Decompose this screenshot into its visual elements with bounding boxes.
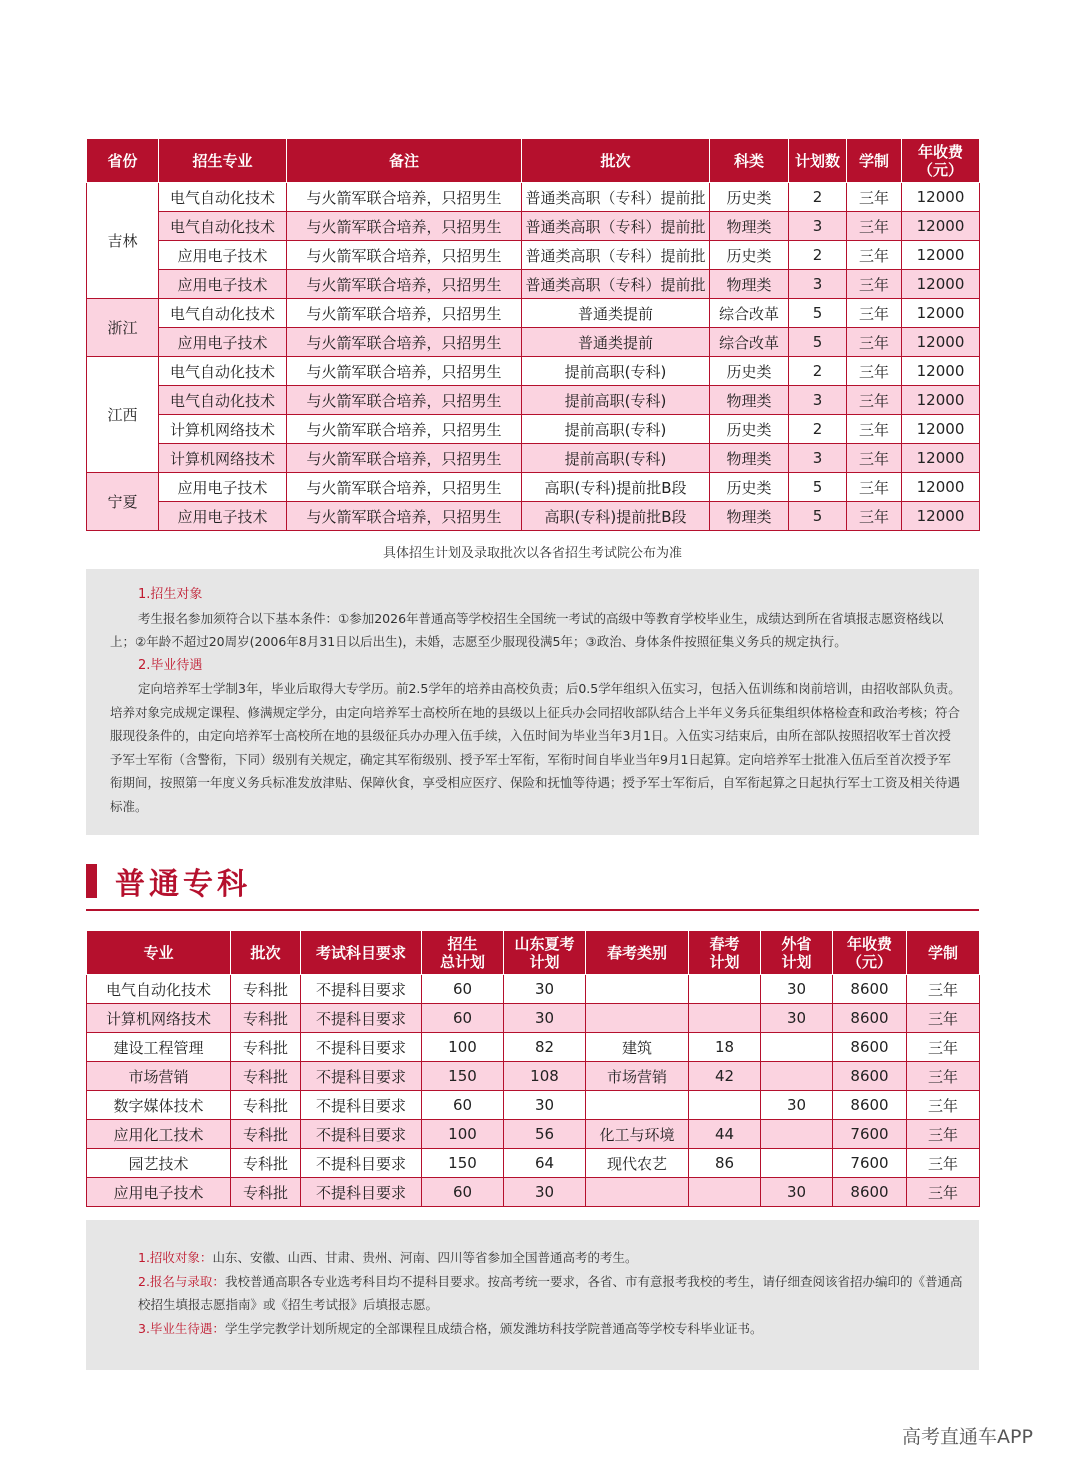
table-cell: 30	[504, 975, 586, 1004]
table-cell: 专科批	[231, 1120, 301, 1149]
table-cell: 三年	[847, 502, 902, 531]
table-cell: 12000	[902, 270, 980, 299]
table-cell: 5	[789, 502, 847, 531]
paragraph-graduate-benefits: 定向培养军士学制3年，毕业后取得大专学历。前2.5学年的培养由高校负责；后0.5学年组织入伍实习，包括入伍训练和岗前培训，由招收部队负责。培养对象完成规定课程、修满规定学分，由定向培养军士高校所在地的县级以上征兵办会同招收部队结合上半年义务兵征集组织体格检查和政治考核；符合服现役条件的，由定向培养军士高校所在地的县级征兵办办理入伍手续，入伍时间为毕业当年3月1日。入伍实习结束后，由所在部队按照招收军士首次授予军士军衔（含警衔，下同）级别有关规定，确定其军衔级别、授予军士军衔，军衔时间自毕业当年9月1日起算。定向培养军士批准入伍后至首次授予军衔期间，按照第一年度义务兵标准发放津贴、保障伙食，享受相应医疗、保险和抚恤等待遇；授予军士军衔后，自军衔起算之日起执行军士工资及相关待遇标准。	[110, 681, 961, 814]
table-cell	[761, 1120, 833, 1149]
table-cell	[586, 1178, 689, 1207]
header-plan-count: 计划数	[789, 139, 847, 183]
table-row	[87, 1149, 980, 1178]
header-spring-plan: 春考 计划	[689, 931, 761, 975]
table-row	[87, 328, 980, 357]
table-cell: 8600	[833, 1033, 907, 1062]
table-cell: 应用电子技术	[159, 328, 287, 357]
table-cell: 与火箭军联合培养，只招男生	[287, 270, 522, 299]
table-cell: 三年	[847, 241, 902, 270]
table-cell: 三年	[907, 1120, 980, 1149]
heading-enrollment-target: 1.招生对象	[138, 587, 203, 602]
table-cell: 7600	[833, 1149, 907, 1178]
table-cell: 12000	[902, 444, 980, 473]
text-graduate-benefits: 学生学完教学计划所规定的全部课程且成绩合格，颁发潍坊科技学院普通高等学校专科毕业证书。	[224, 1320, 763, 1336]
table-cell	[761, 1149, 833, 1178]
table-cell: 普通类高职（专科）提前批	[522, 270, 710, 299]
table-cell: 化工与环境	[586, 1120, 689, 1149]
table-cell: 普通类高职（专科）提前批	[522, 241, 710, 270]
table-row	[87, 1062, 980, 1091]
table-row	[87, 473, 980, 502]
table-cell: 8600	[833, 1062, 907, 1091]
table-cell: 不提科目要求	[301, 1091, 422, 1120]
table-cell: 物理类	[710, 270, 789, 299]
table-cell: 30	[504, 1004, 586, 1033]
table-cell: 物理类	[710, 212, 789, 241]
table-cell: 三年	[907, 1062, 980, 1091]
table-row	[87, 1178, 980, 1207]
table-cell: 应用电子技术	[159, 241, 287, 270]
header-total-plan: 招生 总计划	[422, 931, 504, 975]
table-cell: 应用电子技术	[159, 473, 287, 502]
plan-note: 具体招生计划及录取批次以各省招生考试院公布为准	[382, 546, 682, 561]
table-cell: 56	[504, 1120, 586, 1149]
military-enrollment-table	[86, 138, 980, 531]
table-cell: 计算机网络技术	[159, 415, 287, 444]
table-cell: 专科批	[231, 1149, 301, 1178]
table-cell: 物理类	[710, 502, 789, 531]
table-cell: 不提科目要求	[301, 1120, 422, 1149]
table-cell: 市场营销	[87, 1062, 231, 1091]
section-divider	[86, 909, 979, 911]
table-cell: 30	[761, 975, 833, 1004]
table-row	[87, 1120, 980, 1149]
table-cell: 普通类高职（专科）提前批	[522, 183, 710, 212]
table-cell: 专科批	[231, 1062, 301, 1091]
table-cell: 7600	[833, 1120, 907, 1149]
table-cell: 64	[504, 1149, 586, 1178]
table-cell: 高职(专科)提前批B段	[522, 473, 710, 502]
table-cell: 不提科目要求	[301, 1033, 422, 1062]
table-cell: 专科批	[231, 1091, 301, 1120]
table-cell: 三年	[847, 444, 902, 473]
table-cell: 专科批	[231, 975, 301, 1004]
table-cell: 普通类高职（专科）提前批	[522, 212, 710, 241]
table-cell: 电气自动化技术	[159, 183, 287, 212]
table-cell: 与火箭军联合培养，只招男生	[287, 473, 522, 502]
table-cell	[689, 1178, 761, 1207]
table-cell: 三年	[847, 357, 902, 386]
table-cell: 三年	[847, 212, 902, 241]
table-cell: 三年	[907, 1004, 980, 1033]
table-cell: 三年	[847, 183, 902, 212]
table-cell: 三年	[847, 270, 902, 299]
table-cell: 历史类	[710, 241, 789, 270]
table-cell: 与火箭军联合培养，只招男生	[287, 386, 522, 415]
table-cell: 物理类	[710, 444, 789, 473]
table-cell: 应用电子技术	[87, 1178, 231, 1207]
table-cell: 2	[789, 241, 847, 270]
table-cell: 不提科目要求	[301, 975, 422, 1004]
table-cell: 与火箭军联合培养，只招男生	[287, 328, 522, 357]
province-cell: 江西	[87, 357, 159, 473]
table-cell: 历史类	[710, 473, 789, 502]
section-title	[86, 862, 251, 900]
table-cell: 5	[789, 328, 847, 357]
table-cell: 电气自动化技术	[159, 212, 287, 241]
table-cell: 150	[422, 1062, 504, 1091]
table-cell: 与火箭军联合培养，只招男生	[287, 444, 522, 473]
province-cell: 吉林	[87, 183, 159, 299]
table-cell: 2	[789, 183, 847, 212]
header-other-province-plan: 外省 计划	[761, 931, 833, 975]
table-row	[87, 444, 980, 473]
table-cell: 建设工程管理	[87, 1033, 231, 1062]
table-cell: 8600	[833, 1178, 907, 1207]
header-subject-type: 科类	[710, 139, 789, 183]
table-cell: 专科批	[231, 1178, 301, 1207]
table-cell: 提前高职(专科)	[522, 386, 710, 415]
table-cell: 30	[761, 1004, 833, 1033]
table-row	[87, 299, 980, 328]
table-cell: 12000	[902, 241, 980, 270]
header-major: 招生专业	[159, 139, 287, 183]
table-row	[87, 1033, 980, 1062]
header-shandong-summer-plan: 山东夏考 计划	[504, 931, 586, 975]
label-recruit-target: 1.招收对象：	[138, 1250, 213, 1265]
table-cell: 现代农艺	[586, 1149, 689, 1178]
table-cell: 不提科目要求	[301, 1004, 422, 1033]
header-batch: 批次	[522, 139, 710, 183]
table-row	[87, 241, 980, 270]
table-cell: 2	[789, 357, 847, 386]
table-cell: 30	[761, 1178, 833, 1207]
table-cell: 与火箭军联合培养，只招男生	[287, 241, 522, 270]
table-cell: 108	[504, 1062, 586, 1091]
table-cell: 44	[689, 1120, 761, 1149]
table-cell: 42	[689, 1062, 761, 1091]
table-cell: 计算机网络技术	[159, 444, 287, 473]
table-row	[87, 270, 980, 299]
table-cell	[761, 1033, 833, 1062]
table-cell: 电气自动化技术	[159, 357, 287, 386]
table-cell: 86	[689, 1149, 761, 1178]
table-cell: 应用电子技术	[159, 270, 287, 299]
table-cell: 电气自动化技术	[159, 386, 287, 415]
table-cell: 数字媒体技术	[87, 1091, 231, 1120]
table-cell: 三年	[847, 328, 902, 357]
line-graduate-benefits	[110, 1317, 963, 1341]
header-duration: 学制	[907, 931, 980, 975]
province-cell: 浙江	[87, 299, 159, 357]
table-cell: 3	[789, 212, 847, 241]
table-cell	[689, 975, 761, 1004]
table-cell: 三年	[847, 415, 902, 444]
table-cell: 提前高职(专科)	[522, 444, 710, 473]
table-cell: 园艺技术	[87, 1149, 231, 1178]
table-cell: 三年	[907, 1149, 980, 1178]
province-cell: 宁夏	[87, 473, 159, 531]
table-cell: 30	[504, 1178, 586, 1207]
label-graduate-benefits: 3.毕业生待遇：	[138, 1320, 225, 1336]
table-cell: 计算机网络技术	[87, 1004, 231, 1033]
table-cell	[586, 1004, 689, 1033]
table-cell: 电气自动化技术	[87, 975, 231, 1004]
table-cell: 提前高职(专科)	[522, 357, 710, 386]
table-cell: 30	[504, 1091, 586, 1120]
header-remark: 备注	[287, 139, 522, 183]
table-cell: 12000	[902, 415, 980, 444]
table-cell: 与火箭军联合培养，只招男生	[287, 299, 522, 328]
header-subject-requirement: 考试科目要求	[301, 931, 422, 975]
table-cell	[586, 975, 689, 1004]
table-cell: 三年	[907, 1178, 980, 1207]
header-annual-fee: 年收费 （元）	[833, 931, 907, 975]
table-cell: 82	[504, 1033, 586, 1062]
table-cell: 12000	[902, 328, 980, 357]
table-cell: 历史类	[710, 357, 789, 386]
table-cell: 12000	[902, 502, 980, 531]
table-cell: 与火箭军联合培养，只招男生	[287, 357, 522, 386]
table-cell: 历史类	[710, 415, 789, 444]
table-cell: 建筑	[586, 1033, 689, 1062]
table-row	[87, 502, 980, 531]
table-cell: 60	[422, 1004, 504, 1033]
table-cell: 与火箭军联合培养，只招男生	[287, 502, 522, 531]
table-cell: 12000	[902, 473, 980, 502]
table-cell	[689, 1091, 761, 1120]
header-major: 专业	[87, 931, 231, 975]
label-registration: 2.报名与录取：	[138, 1273, 225, 1289]
table-cell	[586, 1091, 689, 1120]
info-box-general	[86, 1220, 979, 1370]
table-cell: 普通类提前	[522, 328, 710, 357]
table-cell: 12000	[902, 357, 980, 386]
table-cell: 8600	[833, 1004, 907, 1033]
table-cell: 历史类	[710, 183, 789, 212]
table-row	[87, 1091, 980, 1120]
header-duration: 学制	[847, 139, 902, 183]
table-cell: 物理类	[710, 386, 789, 415]
table-row	[87, 415, 980, 444]
header-spring-category: 春考类别	[586, 931, 689, 975]
table-cell: 60	[422, 1091, 504, 1120]
info-box-military	[86, 569, 979, 835]
general-college-table	[86, 930, 980, 1207]
table-cell: 不提科目要求	[301, 1149, 422, 1178]
table-cell: 综合改革	[710, 328, 789, 357]
header-province: 省份	[87, 139, 159, 183]
table-cell: 8600	[833, 1091, 907, 1120]
table-cell: 三年	[847, 299, 902, 328]
header-batch: 批次	[231, 931, 301, 975]
table-cell: 3	[789, 444, 847, 473]
table-row	[87, 212, 980, 241]
table-cell: 与火箭军联合培养，只招男生	[287, 183, 522, 212]
text-registration: 我校普通高职各专业选考科目均不提科目要求。按高考统一要求，各省、市有意报考我校的考生，请仔细查阅该省招办编印的《普通高校招生填报志愿指南》或《招生考试报》后填报志愿。	[138, 1273, 963, 1312]
table-cell: 应用化工技术	[87, 1120, 231, 1149]
table-row	[87, 1004, 980, 1033]
table-cell: 应用电子技术	[159, 502, 287, 531]
table-row	[87, 386, 980, 415]
table-cell: 提前高职(专科)	[522, 415, 710, 444]
header-annual-fee: 年收费 （元）	[902, 139, 980, 183]
table-cell: 12000	[902, 386, 980, 415]
table-cell: 60	[422, 975, 504, 1004]
table-row	[87, 975, 980, 1004]
table-cell: 综合改革	[710, 299, 789, 328]
table-cell	[761, 1062, 833, 1091]
table-cell: 5	[789, 299, 847, 328]
table-cell: 电气自动化技术	[159, 299, 287, 328]
table-cell: 专科批	[231, 1004, 301, 1033]
table-cell: 三年	[847, 386, 902, 415]
watermark: 高考直通车APP	[902, 1426, 1033, 1448]
table-row	[87, 183, 980, 212]
text-recruit-target: 山东、安徽、山西、甘肃、贵州、河南、四川等省参加全国普通高考的考生。	[212, 1250, 638, 1265]
table-cell: 不提科目要求	[301, 1062, 422, 1091]
table-cell: 100	[422, 1120, 504, 1149]
section-title-text: 普通专科	[115, 867, 251, 902]
line-recruit-target	[110, 1246, 963, 1270]
table-cell: 18	[689, 1033, 761, 1062]
table-cell: 60	[422, 1178, 504, 1207]
table-cell: 不提科目要求	[301, 1178, 422, 1207]
table-cell: 12000	[902, 212, 980, 241]
table-cell: 与火箭军联合培养，只招男生	[287, 415, 522, 444]
table-cell: 2	[789, 415, 847, 444]
section-bar-icon	[86, 864, 97, 898]
table-cell: 12000	[902, 299, 980, 328]
table-row	[87, 357, 980, 386]
table-cell: 市场营销	[586, 1062, 689, 1091]
table-cell: 3	[789, 270, 847, 299]
table-cell: 150	[422, 1149, 504, 1178]
table-cell: 高职(专科)提前批B段	[522, 502, 710, 531]
table-cell	[689, 1004, 761, 1033]
table-cell: 三年	[847, 473, 902, 502]
table-cell: 3	[789, 386, 847, 415]
paragraph-enrollment-target: 考生报名参加须符合以下基本条件：①参加2026年普通高等学校招生全国统一考试的高级中等教育学校毕业生，成绩达到所在省填报志愿资格线以上；②年龄不超过20周岁(2006年8月31日以后出生)，未婚，志愿至少服现役满5年；③政治、身体条件按照征集义务兵的规定执行。	[110, 610, 944, 649]
table-cell: 三年	[907, 1091, 980, 1120]
table-cell: 普通类提前	[522, 299, 710, 328]
table-cell: 三年	[907, 975, 980, 1004]
table-cell: 100	[422, 1033, 504, 1062]
table-cell: 12000	[902, 183, 980, 212]
heading-graduate-benefits: 2.毕业待遇	[138, 657, 203, 673]
table-cell: 与火箭军联合培养，只招男生	[287, 212, 522, 241]
line-registration	[110, 1270, 963, 1317]
table-cell: 30	[761, 1091, 833, 1120]
table-cell: 三年	[907, 1033, 980, 1062]
table-cell: 5	[789, 473, 847, 502]
table-cell: 专科批	[231, 1033, 301, 1062]
table-cell: 8600	[833, 975, 907, 1004]
